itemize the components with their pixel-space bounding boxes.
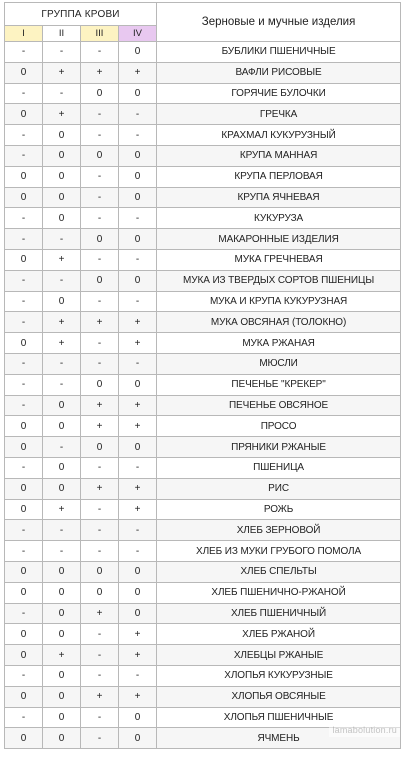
blood-type-2-cell: 0	[43, 582, 81, 603]
table-row	[5, 478, 401, 499]
blood-type-3-cell: -	[81, 291, 119, 312]
blood-type-3-cell: -	[81, 104, 119, 125]
food-name-cell: КУКУРУЗА	[157, 208, 401, 229]
blood-type-3-cell: 0	[81, 582, 119, 603]
table-row	[5, 686, 401, 707]
blood-type-1-cell: 0	[5, 686, 43, 707]
table-row	[5, 187, 401, 208]
blood-type-2-cell: -	[43, 83, 81, 104]
blood-type-3-cell: -	[81, 166, 119, 187]
blood-type-4-cell: +	[119, 333, 157, 354]
blood-type-4-cell: 0	[119, 561, 157, 582]
blood-type-1-cell: -	[5, 520, 43, 541]
blood-type-3-cell: +	[81, 686, 119, 707]
food-name-cell: МУКА РЖАНАЯ	[157, 333, 401, 354]
blood-type-2-cell: +	[43, 499, 81, 520]
blood-type-3-cell: -	[81, 42, 119, 63]
food-name-cell: РОЖЬ	[157, 499, 401, 520]
blood-type-1-cell: 0	[5, 187, 43, 208]
table-row	[5, 291, 401, 312]
blood-type-1-header: I	[5, 26, 43, 42]
blood-type-3-cell: +	[81, 478, 119, 499]
blood-type-1-cell: 0	[5, 645, 43, 666]
blood-type-2-cell: -	[43, 520, 81, 541]
blood-type-3-cell: -	[81, 624, 119, 645]
blood-type-1-cell: -	[5, 291, 43, 312]
food-name-cell: ХЛОПЬЯ ПШЕНИЧНЫЕ	[157, 707, 401, 728]
blood-type-4-cell: 0	[119, 145, 157, 166]
blood-type-4-cell: 0	[119, 437, 157, 458]
blood-type-1-cell: 0	[5, 499, 43, 520]
blood-type-4-cell: +	[119, 416, 157, 437]
food-name-cell: ХЛЕБ ПШЕНИЧНО-РЖАНОЙ	[157, 582, 401, 603]
watermark: lamabolution.ru	[329, 723, 400, 737]
blood-type-3-cell: 0	[81, 561, 119, 582]
blood-type-3-cell: 0	[81, 83, 119, 104]
table-row	[5, 125, 401, 146]
blood-type-1-cell: 0	[5, 62, 43, 83]
blood-type-2-cell: 0	[43, 478, 81, 499]
food-name-cell: КРАХМАЛ КУКУРУЗНЫЙ	[157, 125, 401, 146]
blood-type-1-cell: -	[5, 312, 43, 333]
blood-type-4-cell: +	[119, 478, 157, 499]
blood-type-1-cell: 0	[5, 416, 43, 437]
table-body	[5, 42, 401, 749]
table-row	[5, 624, 401, 645]
blood-type-3-cell: +	[81, 395, 119, 416]
table-row	[5, 249, 401, 270]
blood-type-2-cell: 0	[43, 208, 81, 229]
blood-type-3-cell: 0	[81, 437, 119, 458]
blood-type-2-cell: 0	[43, 603, 81, 624]
table-row	[5, 457, 401, 478]
food-name-cell: ПРЯНИКИ РЖАНЫЕ	[157, 437, 401, 458]
blood-type-4-cell: +	[119, 395, 157, 416]
blood-type-2-cell: +	[43, 62, 81, 83]
food-name-cell: ПЕЧЕНЬЕ ОВСЯНОЕ	[157, 395, 401, 416]
food-name-cell: ХЛЕБ ИЗ МУКИ ГРУБОГО ПОМОЛА	[157, 541, 401, 562]
food-name-cell: ХЛЕБ ЗЕРНОВОЙ	[157, 520, 401, 541]
blood-type-4-cell: 0	[119, 42, 157, 63]
blood-type-2-cell: -	[43, 270, 81, 291]
blood-type-2-cell: 0	[43, 291, 81, 312]
blood-type-2-cell: 0	[43, 665, 81, 686]
food-name-cell: МУКА ИЗ ТВЕРДЫХ СОРТОВ ПШЕНИЦЫ	[157, 270, 401, 291]
blood-type-1-cell: -	[5, 707, 43, 728]
blood-type-4-cell: -	[119, 208, 157, 229]
blood-type-4-cell: 0	[119, 270, 157, 291]
blood-type-2-cell: -	[43, 229, 81, 250]
blood-type-3-cell: -	[81, 728, 119, 749]
blood-type-3-cell: -	[81, 457, 119, 478]
food-name-cell: ГРЕЧКА	[157, 104, 401, 125]
food-name-cell: ХЛЕБЦЫ РЖАНЫЕ	[157, 645, 401, 666]
blood-type-4-cell: +	[119, 312, 157, 333]
blood-type-1-cell: 0	[5, 166, 43, 187]
table-row	[5, 145, 401, 166]
blood-type-1-cell: 0	[5, 249, 43, 270]
blood-type-1-cell: -	[5, 457, 43, 478]
blood-type-1-cell: 0	[5, 437, 43, 458]
blood-type-3-cell: -	[81, 187, 119, 208]
blood-type-2-cell: 0	[43, 166, 81, 187]
blood-type-1-cell: 0	[5, 104, 43, 125]
blood-type-3-cell: -	[81, 208, 119, 229]
blood-type-2-cell: 0	[43, 457, 81, 478]
food-name-cell: КРУПА ЯЧНЕВАЯ	[157, 187, 401, 208]
table-row	[5, 62, 401, 83]
food-name-cell: БУБЛИКИ ПШЕНИЧНЫЕ	[157, 42, 401, 63]
food-name-cell: ВАФЛИ РИСОВЫЕ	[157, 62, 401, 83]
blood-type-1-cell: 0	[5, 561, 43, 582]
blood-type-3-cell: 0	[81, 270, 119, 291]
blood-type-2-cell: -	[43, 437, 81, 458]
food-name-cell: ХЛОПЬЯ ОВСЯНЫЕ	[157, 686, 401, 707]
blood-type-3-header: III	[81, 26, 119, 42]
blood-type-4-cell: +	[119, 62, 157, 83]
blood-type-3-cell: 0	[81, 145, 119, 166]
food-name-cell: МАКАРОННЫЕ ИЗДЕЛИЯ	[157, 229, 401, 250]
table-row	[5, 42, 401, 63]
food-name-cell: ХЛЕБ ПШЕНИЧНЫЙ	[157, 603, 401, 624]
food-name-cell: ХЛЕБ РЖАНОЙ	[157, 624, 401, 645]
table-row	[5, 104, 401, 125]
food-compatibility-table	[4, 2, 401, 749]
blood-type-4-cell: 0	[119, 83, 157, 104]
food-name-cell: ПРОСО	[157, 416, 401, 437]
blood-type-1-cell: -	[5, 374, 43, 395]
blood-type-1-cell: -	[5, 208, 43, 229]
blood-type-2-cell: +	[43, 249, 81, 270]
blood-type-4-cell: -	[119, 125, 157, 146]
blood-type-2-cell: 0	[43, 728, 81, 749]
blood-type-4-cell: -	[119, 104, 157, 125]
food-name-cell: КРУПА ПЕРЛОВАЯ	[157, 166, 401, 187]
food-name-cell: МЮСЛИ	[157, 353, 401, 374]
table-row	[5, 208, 401, 229]
blood-type-1-cell: -	[5, 665, 43, 686]
table-title: Зерновые и мучные изделия	[157, 3, 401, 42]
blood-type-4-cell: 0	[119, 707, 157, 728]
table-row	[5, 312, 401, 333]
blood-type-3-cell: -	[81, 125, 119, 146]
table-row	[5, 270, 401, 291]
table-row	[5, 499, 401, 520]
blood-type-4-cell: +	[119, 499, 157, 520]
food-name-cell: ПЕЧЕНЬЕ "КРЕКЕР"	[157, 374, 401, 395]
table-row	[5, 83, 401, 104]
food-name-cell: ХЛОПЬЯ КУКУРУЗНЫЕ	[157, 665, 401, 686]
blood-type-4-cell: -	[119, 457, 157, 478]
blood-type-3-cell: 0	[81, 229, 119, 250]
food-name-cell: ГОРЯЧИЕ БУЛОЧКИ	[157, 83, 401, 104]
table-row	[5, 166, 401, 187]
table-row	[5, 395, 401, 416]
table-row	[5, 353, 401, 374]
table-row	[5, 437, 401, 458]
table-row	[5, 374, 401, 395]
blood-group-header: ГРУППА КРОВИ	[5, 3, 157, 26]
blood-type-3-cell: -	[81, 645, 119, 666]
table-row	[5, 603, 401, 624]
blood-type-2-cell: +	[43, 104, 81, 125]
blood-type-1-cell: -	[5, 125, 43, 146]
table-row	[5, 520, 401, 541]
table-row	[5, 645, 401, 666]
blood-type-3-cell: +	[81, 312, 119, 333]
blood-type-3-cell: -	[81, 499, 119, 520]
table-row	[5, 229, 401, 250]
blood-type-2-cell: 0	[43, 686, 81, 707]
blood-type-4-cell: 0	[119, 374, 157, 395]
blood-type-2-cell: 0	[43, 624, 81, 645]
blood-type-1-cell: -	[5, 541, 43, 562]
blood-type-1-cell: 0	[5, 333, 43, 354]
blood-type-3-cell: -	[81, 707, 119, 728]
food-name-cell: МУКА ГРЕЧНЕВАЯ	[157, 249, 401, 270]
blood-type-1-cell: 0	[5, 624, 43, 645]
blood-type-3-cell: +	[81, 62, 119, 83]
table-row	[5, 541, 401, 562]
blood-type-2-cell: 0	[43, 561, 81, 582]
blood-type-2-cell: 0	[43, 707, 81, 728]
blood-type-1-cell: -	[5, 353, 43, 374]
blood-type-1-cell: -	[5, 42, 43, 63]
blood-type-4-cell: 0	[119, 603, 157, 624]
blood-type-3-cell: +	[81, 603, 119, 624]
table-row	[5, 582, 401, 603]
blood-type-4-cell: +	[119, 624, 157, 645]
blood-type-1-cell: -	[5, 229, 43, 250]
blood-type-4-cell: -	[119, 249, 157, 270]
blood-type-2-cell: 0	[43, 187, 81, 208]
blood-type-1-cell: 0	[5, 478, 43, 499]
blood-type-4-cell: 0	[119, 166, 157, 187]
blood-type-4-cell: 0	[119, 582, 157, 603]
blood-type-2-header: II	[43, 26, 81, 42]
blood-type-3-cell: -	[81, 249, 119, 270]
table-row	[5, 416, 401, 437]
blood-type-2-cell: -	[43, 374, 81, 395]
blood-type-1-cell: -	[5, 145, 43, 166]
blood-type-2-cell: 0	[43, 145, 81, 166]
food-name-cell: ХЛЕБ СПЕЛЬТЫ	[157, 561, 401, 582]
blood-type-2-cell: +	[43, 333, 81, 354]
blood-type-1-cell: -	[5, 395, 43, 416]
table-row	[5, 665, 401, 686]
blood-type-2-cell: -	[43, 541, 81, 562]
food-name-cell: МУКА ОВСЯНАЯ (ТОЛОКНО)	[157, 312, 401, 333]
food-name-cell: РИС	[157, 478, 401, 499]
blood-type-4-cell: -	[119, 665, 157, 686]
blood-type-2-cell: 0	[43, 125, 81, 146]
blood-type-3-cell: -	[81, 333, 119, 354]
blood-type-4-cell: -	[119, 541, 157, 562]
blood-type-3-cell: -	[81, 353, 119, 374]
blood-type-2-cell: +	[43, 312, 81, 333]
blood-type-4-cell: -	[119, 353, 157, 374]
blood-type-1-cell: 0	[5, 582, 43, 603]
blood-type-4-cell: 0	[119, 728, 157, 749]
table-row	[5, 333, 401, 354]
blood-type-4-cell: 0	[119, 187, 157, 208]
blood-type-2-cell: 0	[43, 416, 81, 437]
blood-type-2-cell: -	[43, 42, 81, 63]
blood-type-4-cell: +	[119, 645, 157, 666]
blood-type-4-cell: -	[119, 520, 157, 541]
blood-type-3-cell: -	[81, 520, 119, 541]
blood-type-3-cell: -	[81, 541, 119, 562]
blood-type-4-cell: 0	[119, 229, 157, 250]
blood-type-4-header: IV	[119, 26, 157, 42]
food-name-cell: ЯЧМЕНЬ	[157, 728, 401, 749]
blood-type-1-cell: -	[5, 603, 43, 624]
blood-type-3-cell: +	[81, 416, 119, 437]
table-row	[5, 561, 401, 582]
food-name-cell: КРУПА МАННАЯ	[157, 145, 401, 166]
blood-type-3-cell: 0	[81, 374, 119, 395]
food-name-cell: МУКА И КРУПА КУКУРУЗНАЯ	[157, 291, 401, 312]
blood-type-1-cell: -	[5, 83, 43, 104]
blood-type-3-cell: -	[81, 665, 119, 686]
blood-type-1-cell: -	[5, 270, 43, 291]
blood-type-2-cell: 0	[43, 395, 81, 416]
food-name-cell: ПШЕНИЦА	[157, 457, 401, 478]
blood-type-4-cell: +	[119, 686, 157, 707]
blood-type-2-cell: +	[43, 645, 81, 666]
blood-type-1-cell: 0	[5, 728, 43, 749]
blood-type-4-cell: -	[119, 291, 157, 312]
blood-type-2-cell: -	[43, 353, 81, 374]
